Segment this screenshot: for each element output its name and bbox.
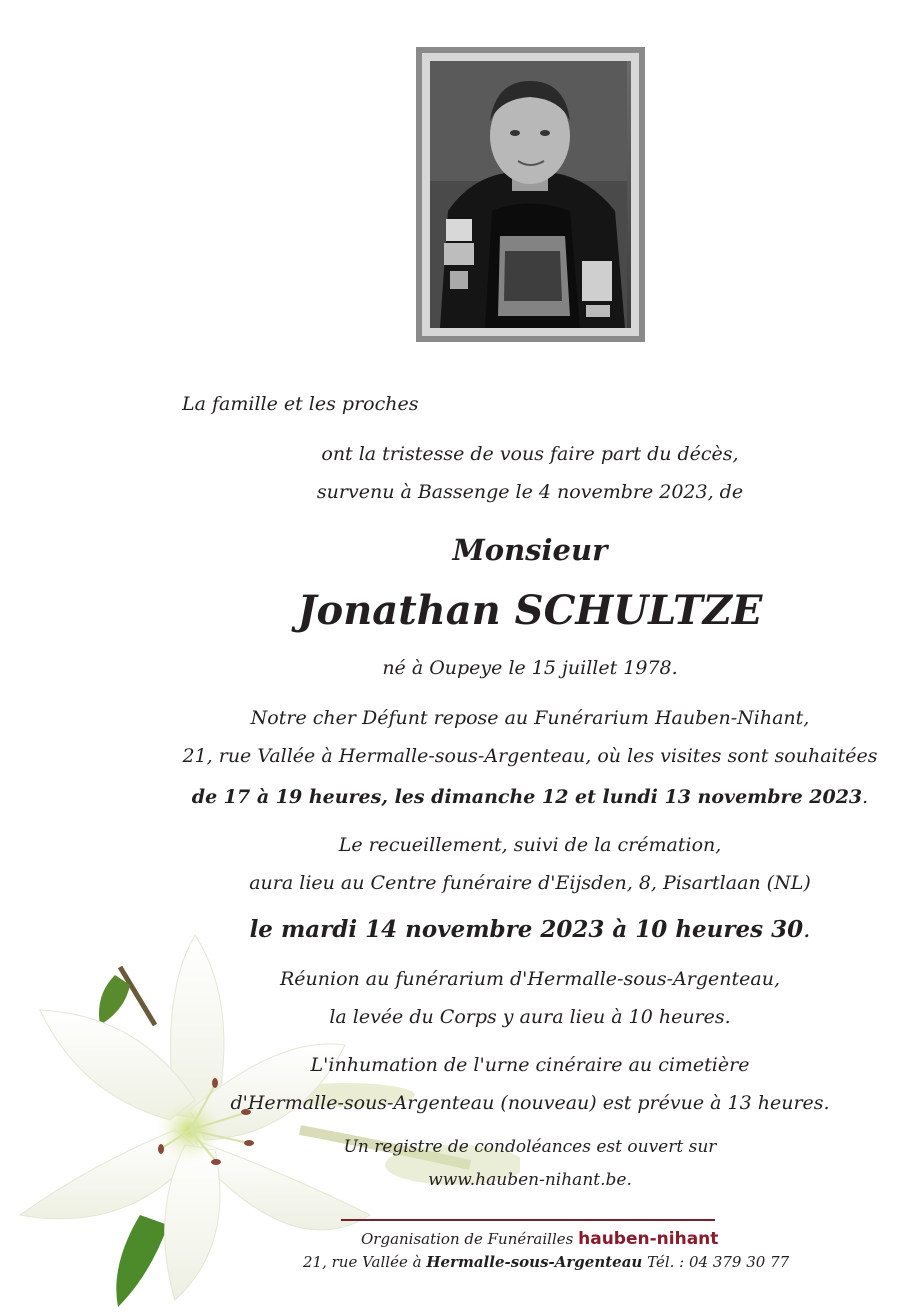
- visit-time: [180, 786, 880, 808]
- visit-time-text: de 17 à 19 heures, les dimanche 12 et lundi 13 novembre 2023: [191, 786, 863, 808]
- footer-phone: Tél. : 04 379 30 77: [647, 1253, 790, 1271]
- ceremony-time-end: .: [803, 917, 811, 943]
- footer-address-city: Hermalle-sous-Argenteau: [426, 1253, 643, 1271]
- visit-line-1: Notre cher Défunt repose au Funérarium Hauben-Nihant,: [250, 707, 810, 729]
- portrait-photo: [430, 61, 631, 328]
- honorific: Monsieur: [452, 533, 608, 567]
- portrait-mat: [422, 53, 639, 336]
- ceremony-time: [180, 916, 880, 943]
- footer-address: [303, 1253, 789, 1271]
- announcement-line-2: survenu à Bassenge le 4 novembre 2023, de: [316, 481, 744, 503]
- footer-address-prefix: 21, rue Vallée à: [303, 1253, 422, 1271]
- urn-line-1: L'inhumation de l'urne cinéraire au cimetière: [310, 1054, 750, 1076]
- footer-divider: [341, 1219, 715, 1221]
- footer-org-prefix: Organisation de Funérailles: [361, 1230, 574, 1248]
- visit-time-end: .: [862, 786, 869, 808]
- ceremony-line-2: aura lieu au Centre funéraire d'Eijsden, 8, Pisartlaan (NL): [249, 872, 811, 894]
- brand-logo: hauben-nihant: [578, 1229, 719, 1249]
- meeting-line-1: Réunion au funérarium d'Hermalle-sous-Argenteau,: [279, 968, 780, 990]
- intro-text: La famille et les proches: [182, 393, 419, 415]
- announcement-line-1: ont la tristesse de vous faire part du décès,: [321, 443, 739, 465]
- register-link[interactable]: www.hauben-nihant.be.: [428, 1170, 632, 1190]
- visit-line-2: 21, rue Vallée à Hermalle-sous-Argenteau, où les visites sont souhaitées: [182, 745, 878, 767]
- meeting-line-2: la levée du Corps y aura lieu à 10 heures.: [329, 1006, 731, 1028]
- birth-info: né à Oupeye le 15 juillet 1978.: [382, 657, 678, 679]
- deceased-name: Jonathan SCHULTZE: [297, 587, 763, 634]
- ceremony-line-1: Le recueillement, suivi de la crémation,: [338, 834, 722, 856]
- register-line-1: Un registre de condoléances est ouvert sur: [343, 1137, 717, 1157]
- footer-organisation: [361, 1229, 718, 1249]
- urn-line-2: d'Hermalle-sous-Argenteau (nouveau) est prévue à 13 heures.: [230, 1092, 830, 1114]
- portrait-frame: [416, 47, 645, 342]
- portrait-silhouette: [430, 61, 627, 328]
- ceremony-time-text: le mardi 14 novembre 2023 à 10 heures 30: [249, 916, 804, 943]
